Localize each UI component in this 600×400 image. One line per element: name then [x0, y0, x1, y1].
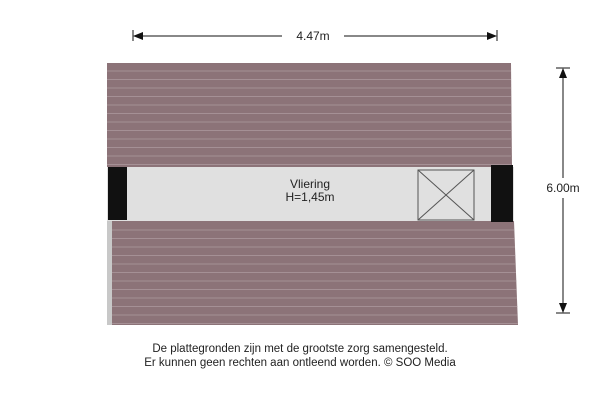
dormer-block-right — [491, 165, 513, 222]
wall-side-strip — [107, 221, 112, 325]
disclaimer — [0, 342, 600, 370]
room-height: H=1,45m — [285, 190, 335, 204]
depth-dimension-label: 6.00m — [546, 181, 580, 195]
width-dimension-label: 4.47m — [296, 29, 330, 43]
room-name: Vliering — [289, 177, 331, 191]
dormer-block-left — [108, 167, 127, 220]
roof-upper-section — [107, 63, 512, 167]
disclaimer-line-1: De plattegronden zijn met de grootste zorg samengesteld. — [152, 343, 448, 355]
disclaimer-line-2: Er kunnen geen rechten aan ontleend worden. © SOO Media — [144, 357, 456, 369]
